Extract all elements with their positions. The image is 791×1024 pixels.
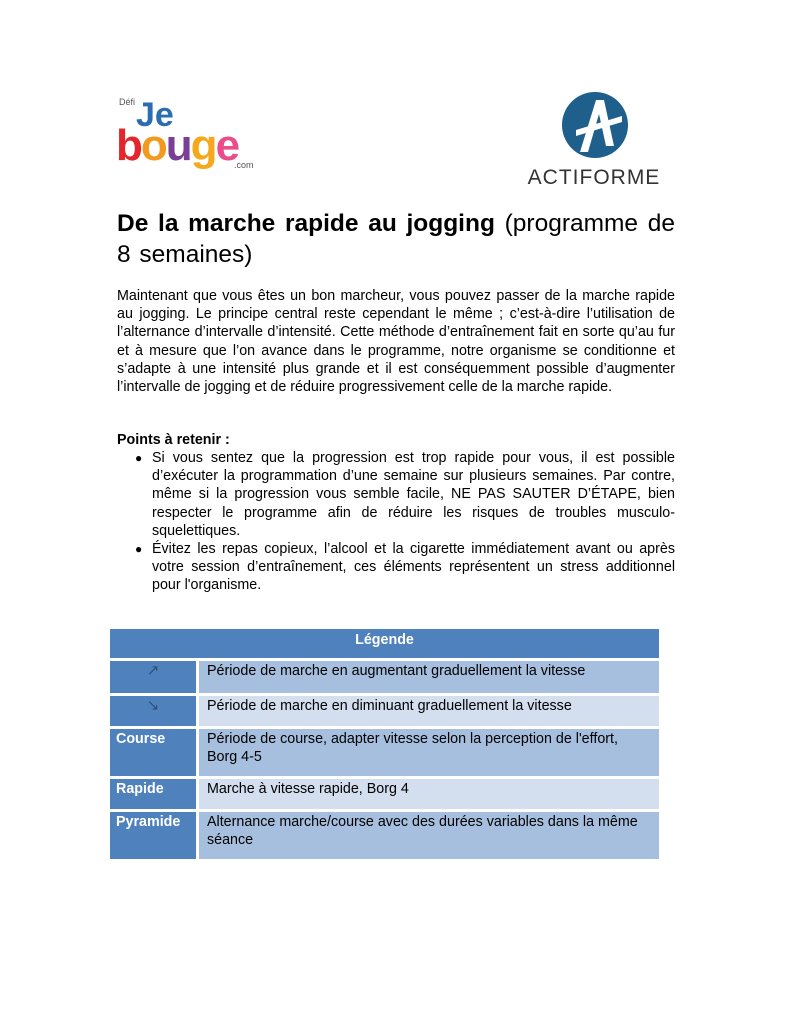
points-list-item: ● Évitez les repas copieux, l’alcool et la cigarette immédiatement avant ou après votre session d’entraînement, ces éléments représentent un stress additionnel pour l'organisme. [135,541,675,594]
jebouge-logo-small-text: Défi [119,97,136,107]
legend-key: Course [110,729,199,779]
legend-description: Période de marche en augmentant graduellement la vitesse [199,661,659,696]
jebouge-logo-word1: Je [136,96,174,134]
points-list-item: ● Si vous sentez que la progression est trop rapide pour vous, il est possible d’exécuter la programmation d’une semaine sur plusieurs semaines. Par contre, même si la progression vous semble facile, NE PAS SAUTER D’ÉTAPE, bien respecter le programme afin de réduire les risques de troubles musculo-squelettiques. [135,450,675,539]
document-title [117,208,675,270]
actiforme-logo-name: ACTIFORME [527,166,661,188]
actiforme-logo [510,90,678,188]
legend-description: Période de marche en diminuant graduellement la vitesse [199,696,659,729]
legend-row [110,729,659,779]
jebouge-logo-suffix: .com [234,160,254,170]
arrow-down-right-icon: ↘ [110,696,199,729]
document-title-subtitle: (programme de 8 semaines) [117,210,675,268]
legend-key: Rapide [110,779,199,812]
intro-paragraph: Maintenant que vous êtes un bon marcheur, vous pouvez passer de la marche rapide au jogging. Le principe central reste cependant le même ; c’est-à-dire l’utilisation de l’alternance d’intervalle d’intensité. Cette méthode d’entraînement fait en sorte qu’au fur et à mesure que l’on avance dans le programme, notre organisme se conditionne et s’adapte à une intensité plus grande et il est conséquemment possible d’augmenter l’intervalle de jogging et de réduire progressivement celle de la marche rapide. [117,288,675,396]
legend-table [110,629,659,862]
bullet-icon: ● [135,542,143,557]
arrow-up-right-icon: ↗ [110,661,199,696]
jebouge-logo [116,92,276,184]
legend-row [110,812,659,862]
legend-row [110,696,659,729]
legend-row [110,779,659,812]
legend-description: Marche à vitesse rapide, Borg 4 [199,779,659,812]
legend-description: Alternance marche/course avec des durées variables dans la même séance [199,812,659,862]
legend-description: Période de course, adapter vitesse selon la perception de l'effort, Borg 4-5 [199,729,659,779]
jebouge-logo-word2: bouge [116,121,239,170]
legend-row [110,661,659,696]
document-title-bold: De la marche rapide au jogging [117,210,495,237]
points-list [135,449,675,595]
legend-header: Légende [110,629,659,661]
bullet-icon: ● [135,451,143,465]
points-heading: Points à retenir : [117,432,230,448]
legend-key: Pyramide [110,812,199,862]
